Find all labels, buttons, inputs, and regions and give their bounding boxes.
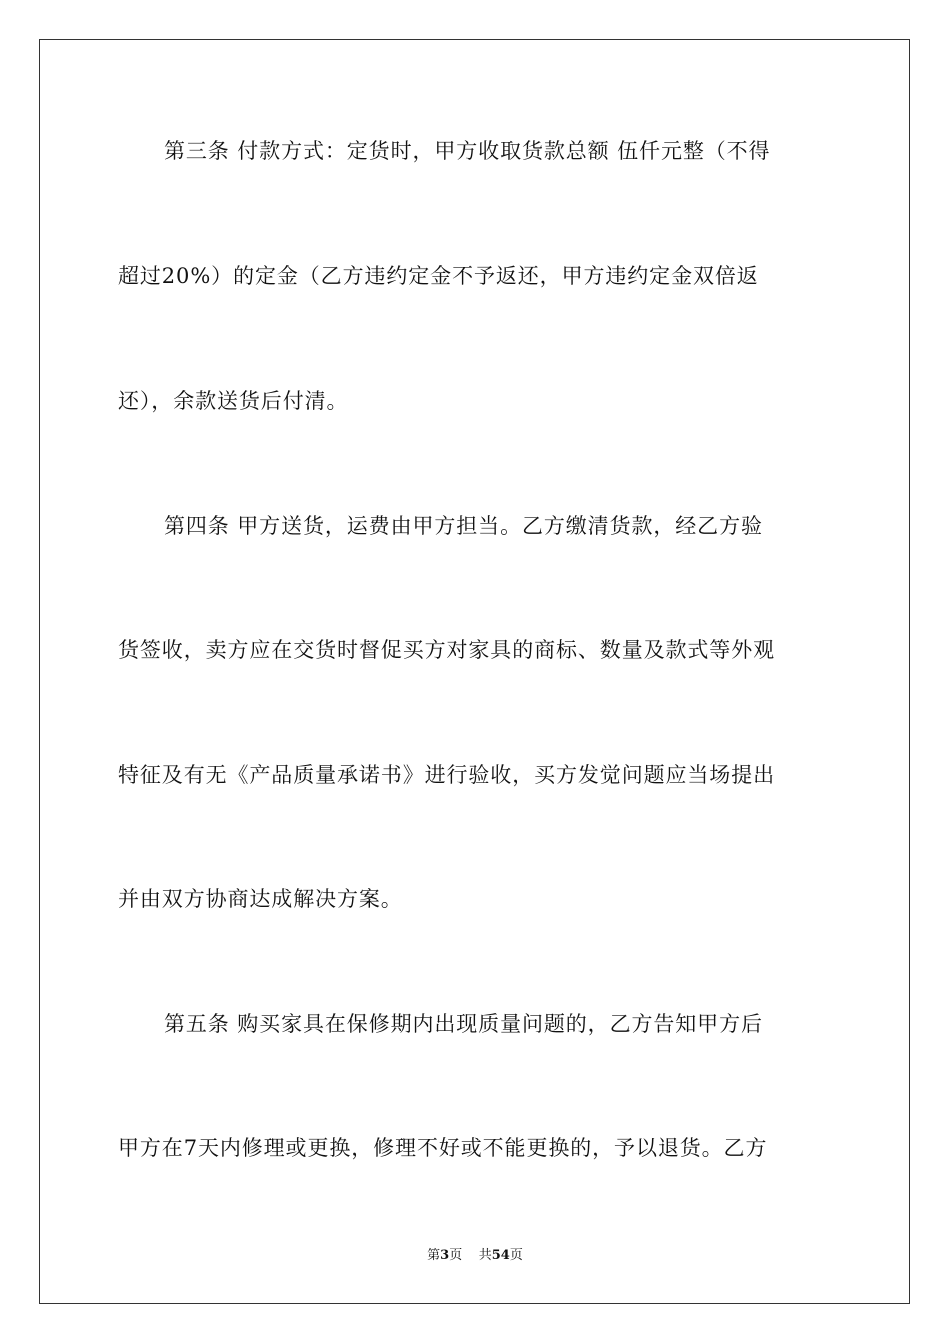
footer-page-suffix: 页 bbox=[449, 1248, 463, 1263]
footer-total-suffix: 页 bbox=[509, 1248, 523, 1263]
page-frame bbox=[39, 39, 910, 1304]
footer-page-prefix: 第 bbox=[427, 1248, 441, 1263]
paragraph-line: 还），余款送货后付清。 bbox=[118, 389, 349, 413]
page-footer bbox=[0, 1247, 950, 1265]
paragraph-line: 超过20%）的定金（乙方违约定金不予返还，甲方违约定金双倍返 bbox=[118, 264, 759, 288]
paragraph-line: 第五条 购买家具在保修期内出现质量问题的，乙方告知甲方后 bbox=[164, 1012, 763, 1036]
footer-total-pages: 54 bbox=[491, 1248, 510, 1263]
footer-page-number: 3 bbox=[440, 1248, 450, 1263]
paragraph-line: 第三条 付款方式：定货时，甲方收取货款总额 伍仟元整（不得 bbox=[164, 139, 771, 163]
footer-total-prefix: 共 bbox=[478, 1248, 492, 1263]
paragraph-line: 货签收，卖方应在交货时督促买方对家具的商标、数量及款式等外观 bbox=[118, 638, 775, 662]
paragraph-line: 并由双方协商达成解决方案。 bbox=[118, 887, 403, 911]
paragraph-line: 第四条 甲方送货，运费由甲方担当。乙方缴清货款，经乙方验 bbox=[164, 514, 763, 538]
paragraph-line: 甲方在7天内修理或更换，修理不好或不能更换的，予以退货。乙方 bbox=[118, 1136, 768, 1160]
paragraph-line: 特征及有无《产品质量承诺书》进行验收，买方发觉问题应当场提出 bbox=[118, 763, 775, 787]
